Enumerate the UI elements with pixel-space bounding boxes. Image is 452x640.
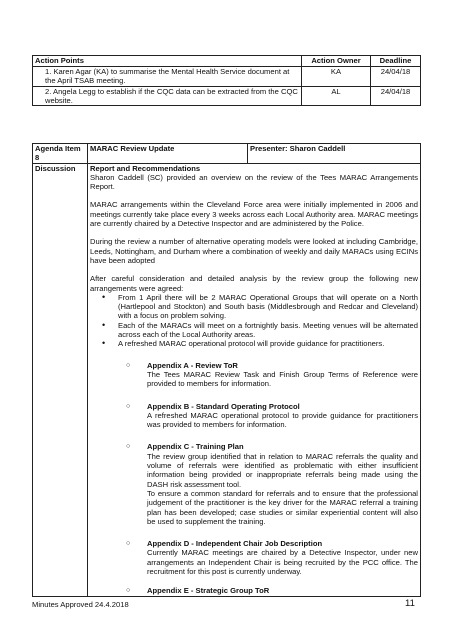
agenda-header-row [33, 144, 421, 164]
appendix-text: A refreshed MARAC operational protocol to provide guidance for practitioners was provided to members for information. [147, 410, 418, 430]
action-point: 1. Karen Agar (KA) to summarise the Mental Health Service document at the April TSAB meeting. [33, 67, 302, 87]
arrangements-list [90, 293, 418, 349]
action-points-header: Action Points [33, 56, 302, 67]
appendix-e [90, 586, 418, 595]
action-owner-header: Action Owner [302, 56, 371, 67]
appendix-text: The review group identified that in relation to MARAC referrals the quality and volume of referrals were identified as problematic with either insufficient information being provided or inappropriate referrals being made using the DASH risk assessment tool. [147, 451, 418, 489]
action-point: 2. Angela Legg to establish if the CQC data can be extracted from the CQC website. [33, 86, 302, 106]
circle-bullet-icon: ○ [126, 443, 131, 451]
appendix-b [90, 402, 418, 430]
appendix-title: Appendix C - Training Plan [147, 442, 244, 452]
action-row [33, 86, 421, 106]
report-heading: Report and Recommendations [90, 163, 201, 173]
circle-bullet-icon: ○ [126, 587, 131, 595]
action-points-table [32, 55, 421, 106]
action-row [33, 67, 421, 87]
agenda-presenter: Presenter: Sharon Caddell [248, 144, 421, 164]
circle-bullet-icon: ○ [126, 402, 131, 410]
action-deadline: 24/04/18 [371, 67, 421, 87]
circle-bullet-icon: ○ [126, 540, 131, 548]
discussion-body [88, 163, 421, 596]
deadline-header: Deadline [371, 56, 421, 67]
list-item: • Each of the MARACs will meet on a fortnightly basis. Meeting venues will be alternated across each of the Local Authority areas. [118, 321, 418, 340]
list-item: • From 1 April there will be 2 MARAC Operational Groups that will operate on a North (Hartlepool and Stockton) and South basis (Middlesbrough and Redcar and Cleveland) with a focus on problem solving. [118, 293, 418, 321]
appendix-d [90, 539, 418, 576]
action-owner: AL [302, 86, 371, 106]
discussion-row [33, 163, 421, 596]
list-item: • A refreshed MARAC operational protocol will provide guidance for practitioners. [118, 339, 418, 348]
appendix-title: Appendix E - Strategic Group ToR [147, 586, 270, 596]
action-owner: KA [302, 67, 371, 87]
agenda-item-table [32, 143, 421, 597]
action-deadline: 24/04/18 [371, 86, 421, 106]
appendix-text: To ensure a common standard for referrals and to ensure that the professional judgement of the practitioner is the key driver for the MARAC referral a training plan has been developed; case studies or similar experiential content will also be used to supplement the training. [147, 488, 418, 526]
footer-approval-note: Minutes Approved 24.4.2018 [32, 600, 129, 609]
page-number: 11 [405, 598, 415, 609]
appendix-title: Appendix A - Review ToR [147, 360, 238, 370]
paragraph: During the review a number of alternative operating models were looked at including Cambridge, Leeds, Nottingham, and Durham where a combination of weekly and daily MARACs using ECINs have been adopted [90, 237, 418, 265]
agenda-item-label: Agenda Item 8 [33, 144, 88, 164]
appendix-a [90, 361, 418, 389]
circle-bullet-icon: ○ [126, 361, 131, 369]
paragraph: MARAC arrangements within the Cleveland Force area were initially implemented in 2006 and meetings currently take place every 3 weeks across each Local Authority area. MARAC meetings are currently chaired by a Detective Inspector and are administered by the Police. [90, 200, 418, 229]
appendix-text: Currently MARAC meetings are chaired by a Detective Inspector, under new arrangements an Independent Chair is being recruited by the PCC office. The recruitment for this post is currently underway. [147, 548, 418, 576]
discussion-label: Discussion [33, 163, 88, 596]
appendix-text: The Tees MARAC Review Task and Finish Group Terms of Reference were provided to members for information. [147, 369, 418, 389]
paragraph: After careful consideration and detailed analysis by the review group the following new arrangements were agreed: [90, 274, 418, 293]
agenda-item-title: MARAC Review Update [88, 144, 248, 164]
appendix-title: Appendix D - Independent Chair Job Description [147, 539, 323, 549]
appendix-c [90, 442, 418, 526]
paragraph: Sharon Caddell (SC) provided an overview on the review of the Tees MARAC Arrangements Report. [90, 172, 418, 192]
appendix-title: Appendix B - Standard Operating Protocol [147, 401, 300, 411]
action-points-header-row [33, 56, 421, 67]
